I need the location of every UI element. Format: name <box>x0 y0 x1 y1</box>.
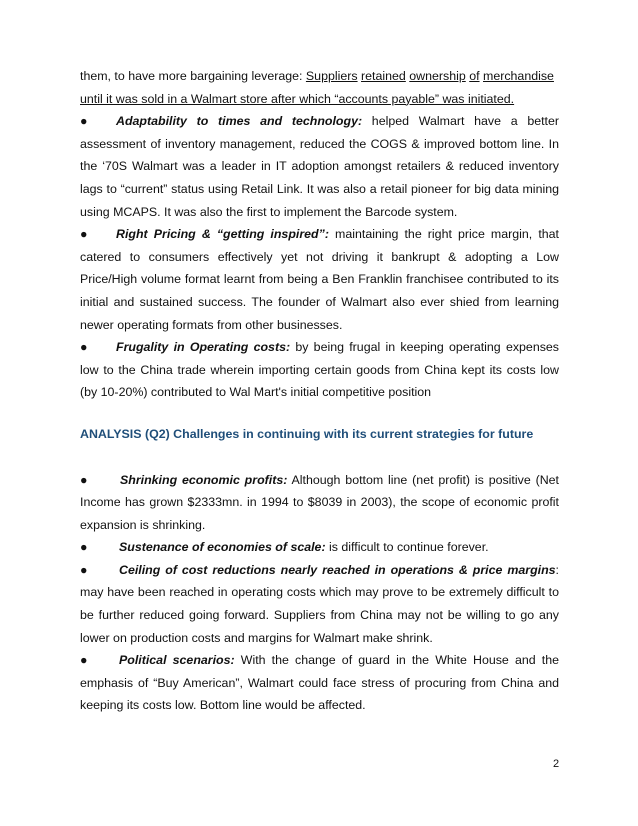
point-lead: Frugality in Operating costs: <box>116 340 291 355</box>
point-text: With the change of guard in the White House and the emphasis of “Buy American”, Walmart could face stress of procuring from China and keeping its costs low. Bottom line would be affected. <box>80 653 559 713</box>
list-item <box>80 110 559 223</box>
point-text: Although bottom line (net profit) is positive (Net Income has grown $2333mn. in 1994 to $8039 in 2003), the scope of economic profit expansion is shrinking. <box>80 472 559 532</box>
point-lead: Sustenance of economies of scale: <box>119 540 326 555</box>
point-text: is difficult to continue forever. <box>325 540 489 555</box>
point-lead: Right Pricing & “getting inspired”: <box>116 227 329 242</box>
bullet-icon: ● <box>80 227 88 242</box>
bullet-icon: ● <box>80 340 88 355</box>
point-text: helped Walmart have a better assessment of inventory management, reduced the COGS & improved bottom line. In the ‘70S Walmart was a leader in IT adoption amongst retailers & reduced inventory lags to “current” status using Retail Link. It was also a retail pioneer for big data mining using MCAPS. It was also the first to implement the Barcode system. <box>80 114 559 219</box>
bullet-icon: ● <box>80 472 88 487</box>
underlined-word: merchandise <box>483 69 554 83</box>
bullet-icon: ● <box>80 540 88 555</box>
list-item <box>80 336 559 404</box>
bullet-icon: ● <box>80 653 88 668</box>
intro-line-1: them, to have more bargaining leverage: Suppliers retained ownership of merchandise <box>80 69 554 83</box>
point-text: maintaining the right price margin, that catered to consumers effectively yet not driving it bankrupt & adopting a Low Price/High volume format learnt from being a Ben Franklin franchisee contributed to its initial and sustained success. The founder of Walmart also ever shied from learning newer operating formats from other businesses. <box>80 227 559 332</box>
list-item <box>80 536 559 559</box>
point-lead: Political scenarios: <box>119 653 235 668</box>
underlined-word: of <box>469 69 480 83</box>
list-item <box>80 469 559 537</box>
point-lead: Shrinking economic profits: <box>120 472 288 487</box>
underlined-word: ownership <box>409 69 466 83</box>
list-item <box>80 649 559 717</box>
underlined-word: Suppliers <box>305 69 358 83</box>
underlined-word: retained <box>361 69 406 83</box>
bullet-icon: ● <box>80 114 88 129</box>
section-heading: ANALYSIS (Q2) Challenges in continuing with its current strategies for future <box>80 426 534 441</box>
list-item <box>80 559 559 649</box>
page-number: 2 <box>553 758 560 770</box>
intro-line-2: until it was sold in a Walmart store after which “accounts payable” was initiated. <box>80 91 515 106</box>
point-text: : may have been reached in operating costs which may prove to be extremely difficult to be further reduced going forward. Suppliers from China may not be willing to go any lower on production costs and margins for Walmart make shrink. <box>80 562 559 645</box>
bullet-icon: ● <box>80 562 88 577</box>
body-text <box>80 65 559 717</box>
point-text: by being frugal in keeping operating expenses low to the China trade wherein importing certain goods from China kept its costs low (by 10-20%) contributed to Wal Mart's initial competitive position <box>80 340 559 400</box>
point-lead: Adaptability to times and technology: <box>116 114 363 129</box>
point-lead: Ceiling of cost reductions nearly reached in operations & price margins <box>119 562 556 577</box>
list-item <box>80 223 559 336</box>
